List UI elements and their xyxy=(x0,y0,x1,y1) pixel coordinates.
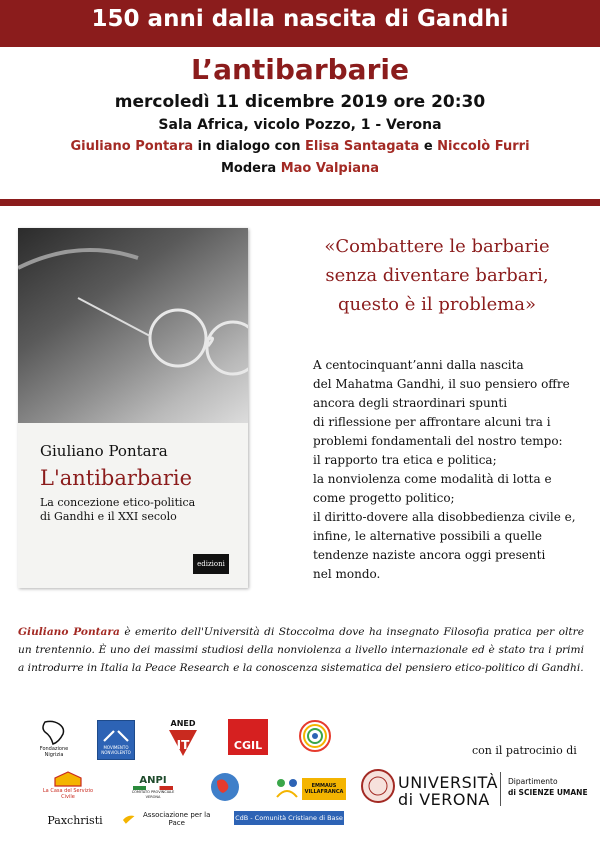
description-line: di riflessione per affrontare alcuni tra i xyxy=(313,415,551,429)
seal-icon xyxy=(360,768,396,804)
quote-line3: questo è il problema» xyxy=(337,294,537,315)
bio-name: Giuliano Pontara xyxy=(18,626,120,638)
description-line: il diritto-dovere alla disobbedienza civile e, xyxy=(313,510,576,524)
publisher-logo: edizioni xyxy=(193,554,229,574)
description-line: infine, le alternative possibili a quelle xyxy=(313,529,543,543)
cgil-logo: CGIL xyxy=(228,719,268,755)
speaker-and: e xyxy=(419,139,438,154)
description-line: ancora degli straordinari spunti xyxy=(313,396,508,410)
movimento-nonviolento-logo: MOVIMENTO NONVIOLENTO xyxy=(97,720,135,760)
description-line: la nonviolenza come modalità di lotta e xyxy=(313,472,552,486)
description-text xyxy=(313,356,588,584)
university-seal xyxy=(360,768,396,804)
description-line: problemi fondamentali del nostro tempo: xyxy=(313,434,563,448)
people-icon xyxy=(275,777,299,799)
top-banner xyxy=(0,0,600,47)
description-line: A centocinquant’anni dalla nascita xyxy=(313,358,524,372)
casa-servizio-civile-logo: La Casa del Servizio Civile xyxy=(40,768,96,802)
aned-logo: ANED IT xyxy=(165,716,201,760)
moderator-label: Modera xyxy=(220,161,281,176)
speaker-bio xyxy=(18,623,584,677)
department-label: Dipartimento xyxy=(508,777,558,786)
department-name: di SCIENZE UMANE xyxy=(508,788,588,797)
dove-icon xyxy=(122,812,135,826)
cdb-logo: CdB - Comunità Cristiane di Base xyxy=(234,811,344,825)
event-venue: Sala Africa, vicolo Pozzo, 1 - Verona xyxy=(158,117,442,133)
gandhi-quote xyxy=(292,232,582,319)
emmaus-symbol xyxy=(274,776,300,800)
event-title: L’antibarbarie xyxy=(191,53,409,86)
globe-logo xyxy=(208,770,242,804)
moderator-name: Mao Valpiana xyxy=(280,161,379,176)
event-speakers xyxy=(0,136,600,158)
event-info xyxy=(0,50,600,180)
description-line: come progetto politico; xyxy=(313,491,455,505)
description-line: del Mahatma Gandhi, il suo pensiero offre xyxy=(313,377,570,391)
bio-text: è emerito dell'Università di Stoccolma dove ha insegnato Filosofia pratica per oltre un trentennio. È uno dei massimi studiosi della nonviolenza a livello internazionale ed è stato tra i primi a introdurre in Italia la Peace Research e la conoscenza sistematica del pensiero etico-politico di Gandhi. xyxy=(18,626,584,674)
speaker-connector: in dialogo con xyxy=(193,139,306,154)
description-line: tendenze naziste ancora oggi presenti xyxy=(313,548,546,562)
house-icon xyxy=(51,770,85,788)
divider-rule xyxy=(0,199,600,206)
book-cover xyxy=(18,228,248,588)
paxchristi-logo: Paxchristi xyxy=(47,813,103,827)
emmaus-villafranca-logo: EMMAUS VILLAFRANCA xyxy=(302,778,346,800)
university-name: UNIVERSITÀ di VERONA xyxy=(398,773,498,809)
description-line: il rapporto tra etica e politica; xyxy=(313,453,497,467)
quote-line2: senza diventare barbari, xyxy=(325,265,549,286)
associazione-pace-logo: Associazione per la Pace xyxy=(122,808,218,830)
quote-line1: «Combattere le barbarie xyxy=(324,236,550,257)
speaker-main: Giuliano Pontara xyxy=(70,139,194,154)
broken-rifle-icon xyxy=(102,725,130,745)
globe-icon xyxy=(209,771,241,803)
book-title: L'antibarbarie xyxy=(40,466,193,490)
book-author: Giuliano Pontara xyxy=(40,442,168,460)
africa-icon xyxy=(39,720,69,746)
patronage-label: con il patrocinio di xyxy=(472,744,577,757)
speaker-third: Niccolò Furri xyxy=(437,139,530,154)
anpi-logo: ANPI COMITATO PROVINCIALE VERONA xyxy=(131,774,175,799)
fondazione-nigrizia-logo: Fondazione Nigrizia xyxy=(34,716,74,762)
event-moderator xyxy=(0,158,600,180)
gandhi-portrait-image xyxy=(18,228,248,423)
description-line: nel mondo. xyxy=(313,567,381,581)
rainbow-circle-icon xyxy=(296,717,334,755)
book-subtitle-line2: di Gandhi e il XXI secolo xyxy=(40,510,177,523)
speaker-second: Elisa Santagata xyxy=(305,139,420,154)
peace-circle-logo xyxy=(295,716,335,756)
university-separator xyxy=(500,772,501,806)
book-subtitle-line1: La concezione etico-politica xyxy=(40,496,196,509)
banner-title: 150 anni dalla nascita di Gandhi xyxy=(91,6,509,32)
event-date: mercoledì 11 dicembre 2019 ore 20:30 xyxy=(114,92,486,112)
